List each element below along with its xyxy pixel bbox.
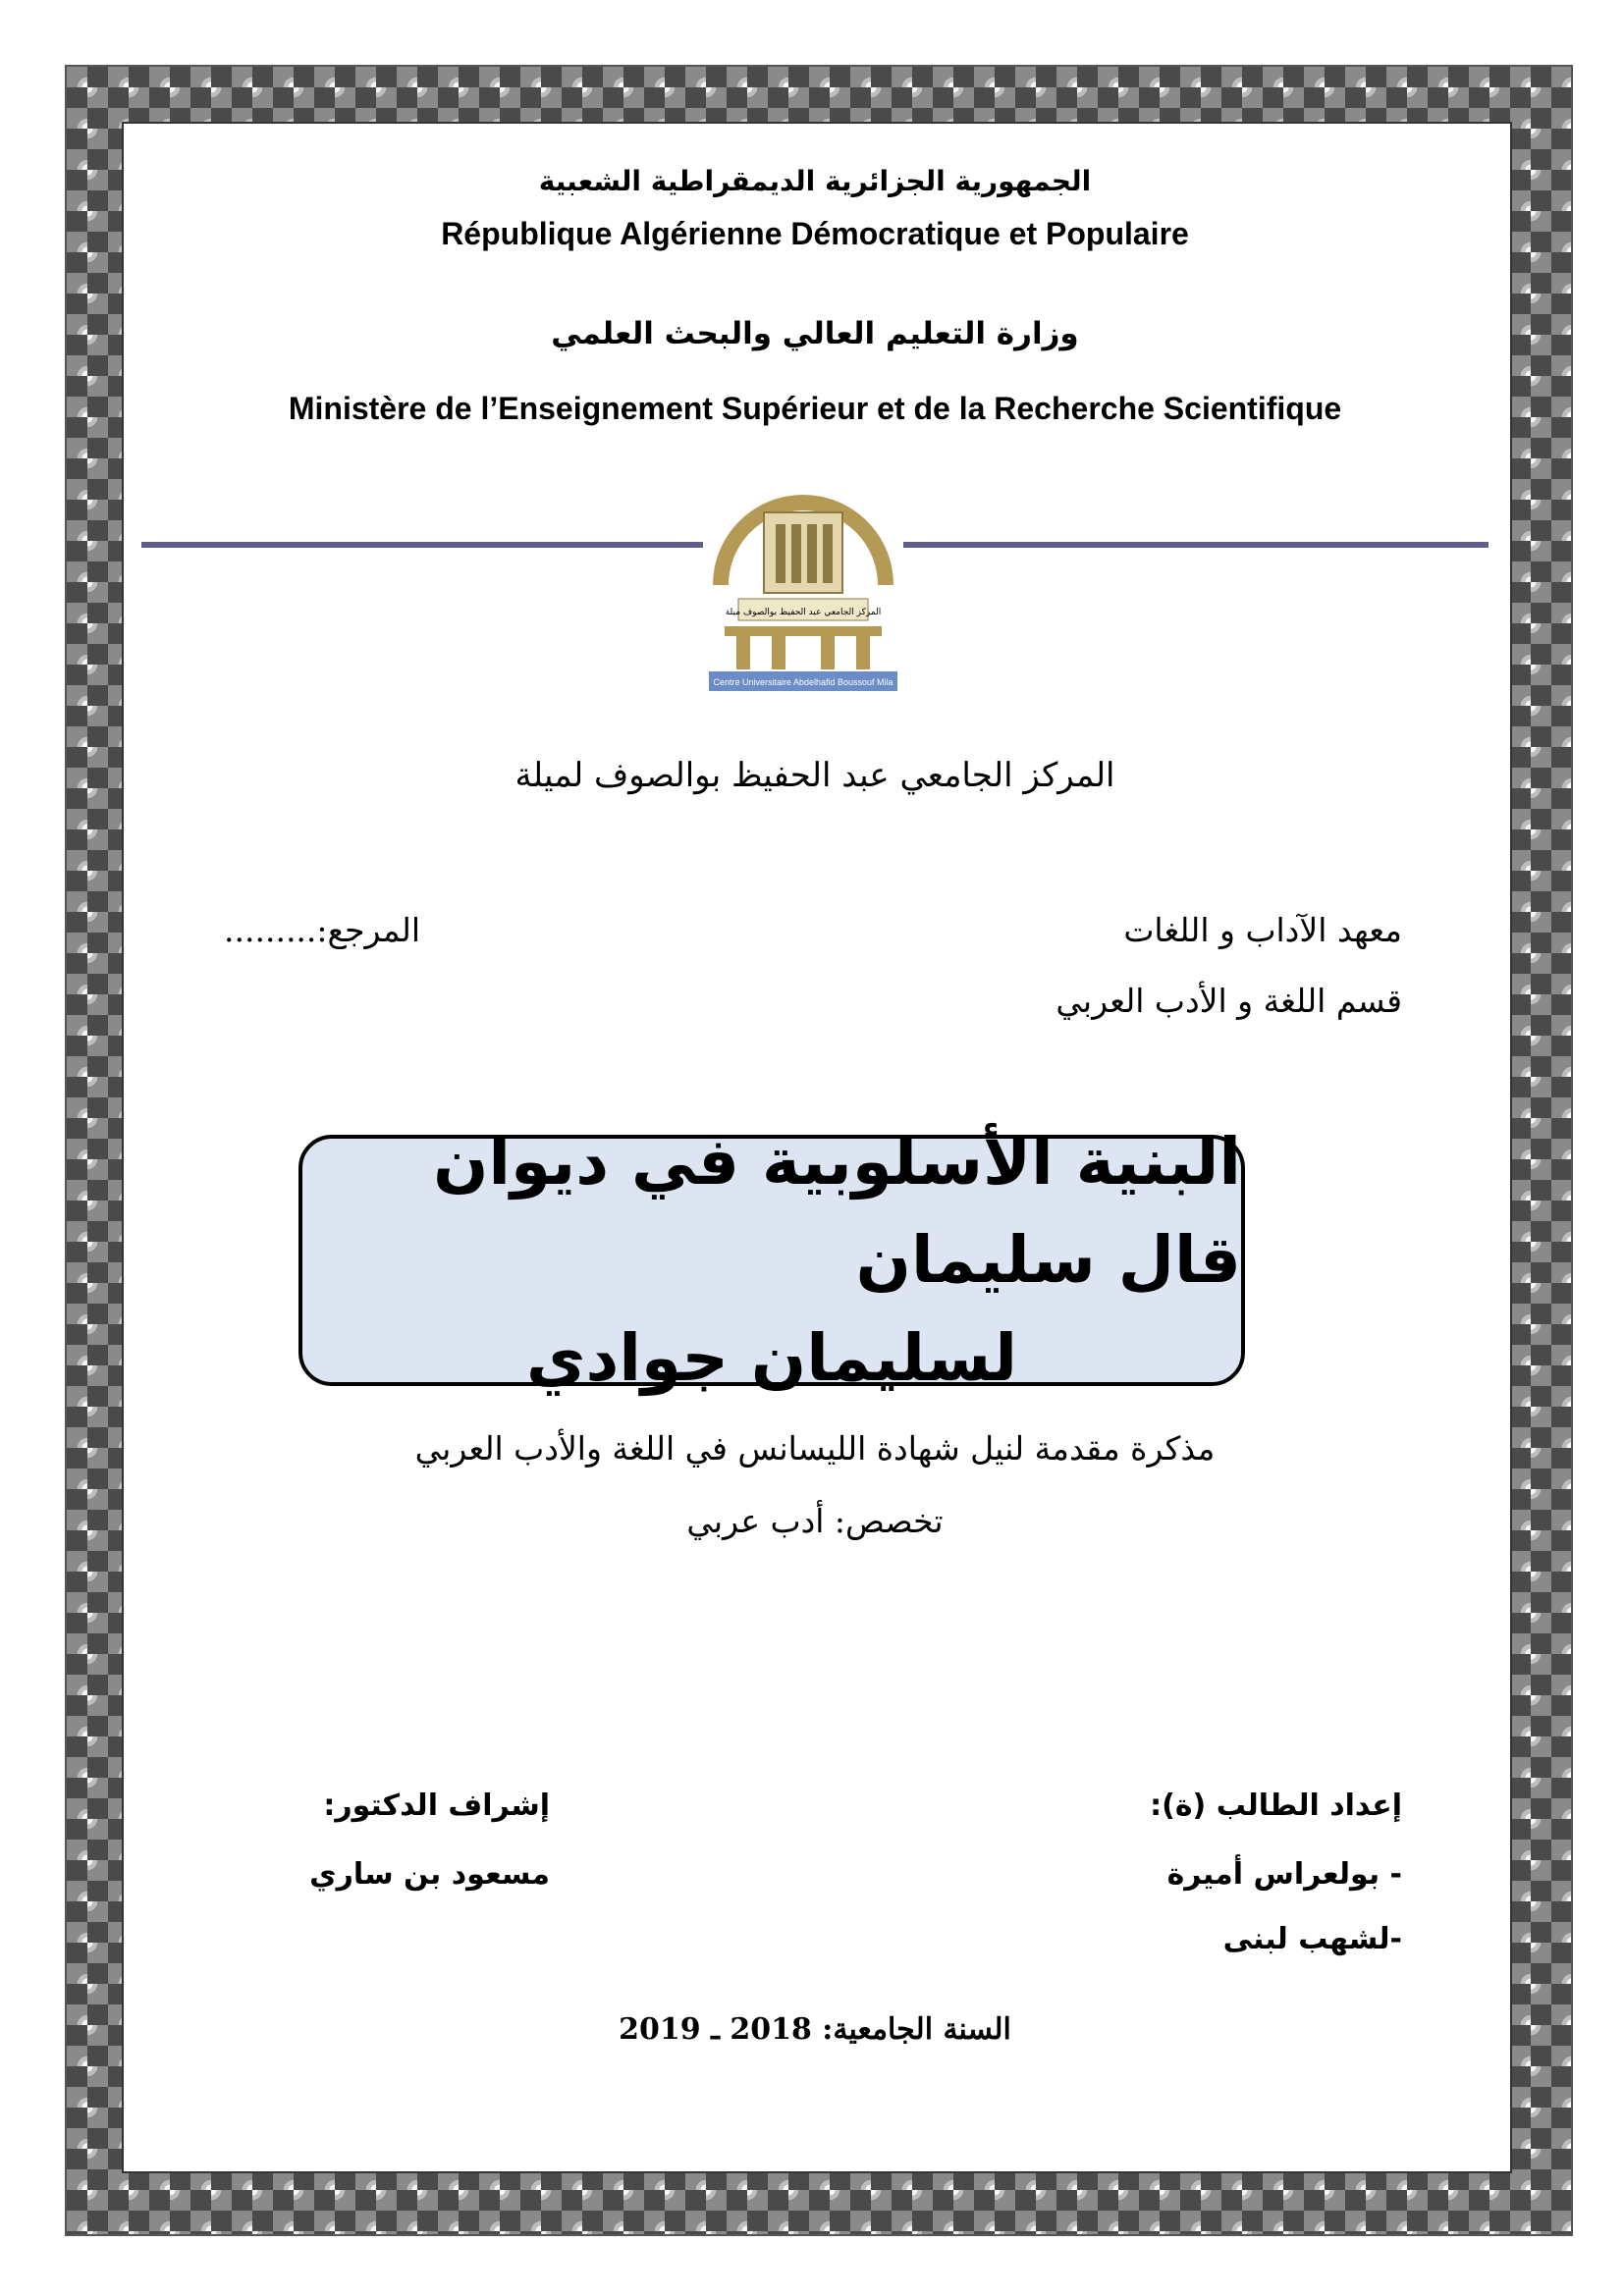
academic-year: السنة الجامعية: 2018 ـ 2019 bbox=[619, 2012, 1011, 2047]
logo-caption-french: Centre Universitaire Abdelhafid Boussouf Mila bbox=[713, 677, 893, 687]
institute-name: معهد الآداب و اللغات bbox=[1123, 911, 1402, 949]
department-name: قسم اللغة و الأدب العربي bbox=[1056, 982, 1402, 1020]
university-center-name: المركز الجامعي عبد الحفيظ بوالصوف لميلة bbox=[514, 756, 1115, 795]
republic-name-french: République Algérienne Démocratique et Populaire bbox=[441, 216, 1189, 251]
university-logo bbox=[703, 477, 903, 695]
student-name: - بولعراس أميرة bbox=[1166, 1857, 1402, 1892]
thesis-title-line-1: البنية الأسلوبية في ديوان قال سليمان bbox=[433, 1124, 1241, 1298]
supervisor-name: مسعود بن ساري bbox=[309, 1857, 550, 1892]
thesis-description: مذكرة مقدمة لنيل شهادة الليسانس في اللغة والأدب العربي bbox=[414, 1429, 1216, 1468]
ministry-name-arabic: وزارة التعليم العالي والبحث العلمي bbox=[551, 316, 1079, 351]
reference-field: المرجع:......... bbox=[224, 911, 420, 949]
republic-name-arabic: الجمهورية الجزائرية الديمقراطية الشعبية bbox=[538, 165, 1092, 197]
student-name: -لشهب لبنى bbox=[1222, 1922, 1402, 1956]
supervisor-label: إشراف الدكتور: bbox=[323, 1789, 550, 1823]
students-label: إعداد الطالب (ة): bbox=[1150, 1789, 1402, 1823]
thesis-title-box bbox=[298, 1124, 1245, 1396]
ministry-name-french: Ministère de l’Enseignement Supérieur et de la Recherche Scientifique bbox=[288, 391, 1342, 426]
logo-caption-arabic: المركز الجامعي عبد الحفيظ بوالصوف ميلة bbox=[725, 608, 882, 617]
thesis-title-line-2: لسليمان جوادي bbox=[525, 1320, 1018, 1396]
specialty: تخصص: أدب عربي bbox=[686, 1502, 944, 1540]
